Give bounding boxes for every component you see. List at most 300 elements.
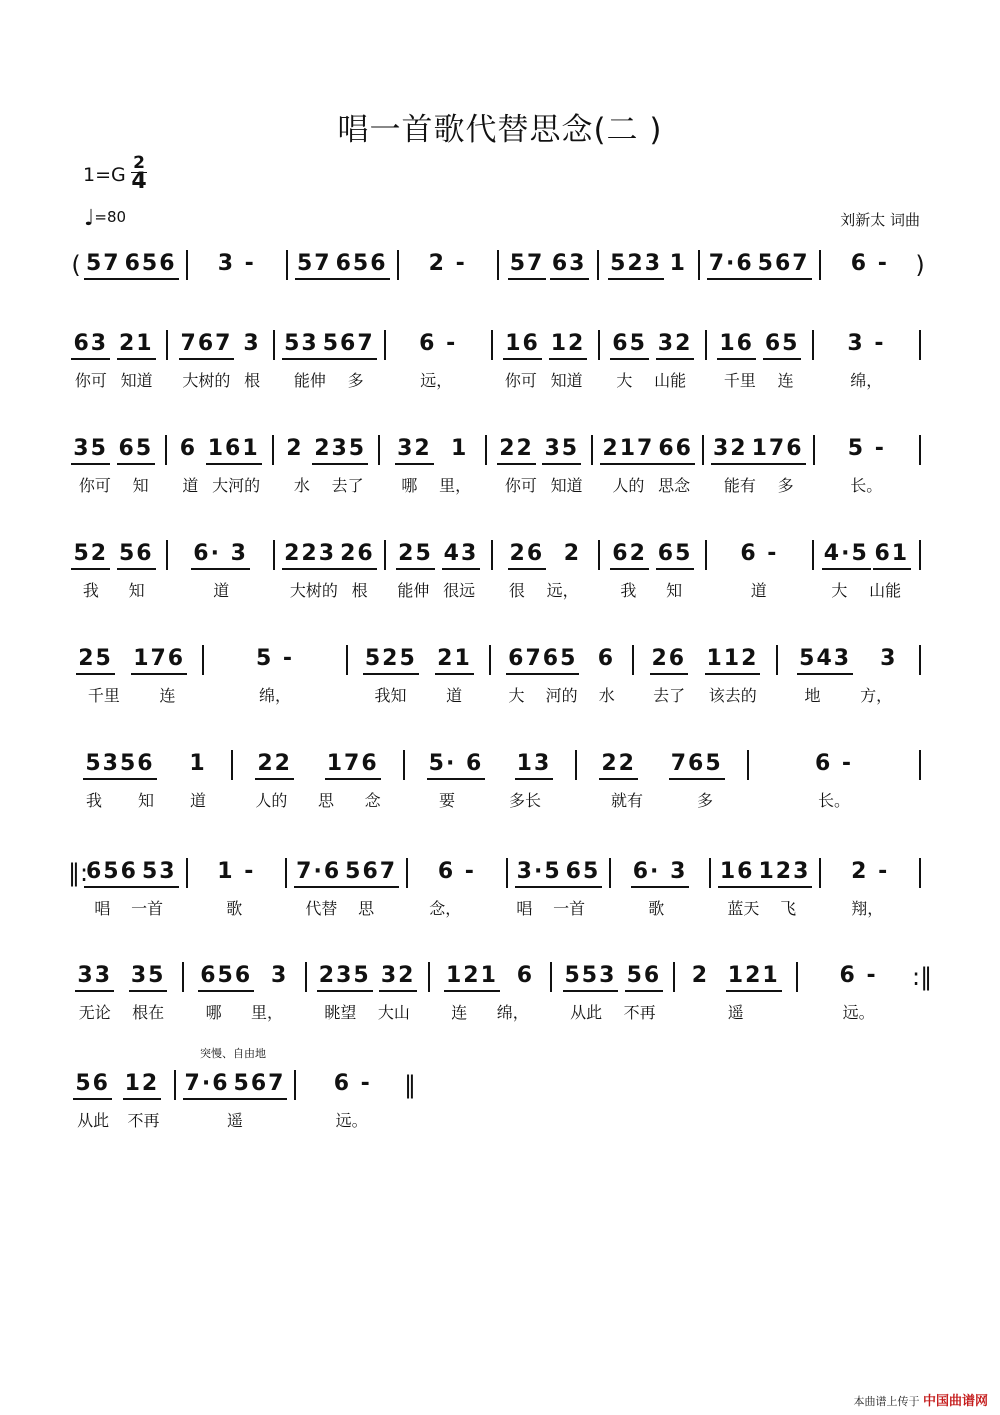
note-group: 65 [564,858,603,888]
lyric-measure [355,683,482,707]
lyric-spacer [912,473,928,497]
note-group: 52 [71,540,110,570]
note-group: 32 [395,435,434,465]
lyric-spacer [701,288,717,312]
lyric-spacer [482,473,498,497]
lyric-measure [821,578,913,602]
lyric-measure [559,1000,666,1024]
lyric-text: 该去的 [708,686,757,705]
barline [159,330,175,360]
lyric-spacer [805,473,821,497]
open-paren: ( [71,251,81,279]
lyric-spacer [912,288,928,312]
measure [294,858,399,888]
lyric-text: 千里 [87,686,120,705]
barline [812,858,828,888]
lyric-text: 能有 [723,476,756,495]
lyric-spacer [385,288,401,312]
note-group: 65 [763,330,802,360]
lyric-text: 道 [213,581,230,600]
note-group: 3 - [217,251,256,276]
barline [490,250,506,280]
lyric-text: 念 [364,791,381,810]
note-group: 217 [600,435,656,465]
lyric-text: 根 [244,371,261,390]
lyric-spacer [267,473,283,497]
barline [371,435,387,465]
lyric-text: 里， [250,1003,283,1022]
barline [265,435,281,465]
lyric-text: 你可 [78,476,111,495]
barline [602,858,618,888]
note-group: 123 [757,858,813,888]
lyric-text: 翔， [851,899,884,918]
note-group: 1 [189,751,207,776]
barline [812,250,828,280]
note-group: 22 [497,435,536,465]
lyric-text: 多 [347,371,364,390]
lyric-text: 从此 [77,1111,110,1130]
lyric-text: 哪 [401,476,418,495]
measure [282,540,377,570]
quarter-note-icon: ♩ [84,206,95,231]
lyric-text: 知道 [120,371,153,390]
barline [912,435,928,465]
lyric-text: 不再 [623,1003,656,1022]
note-group: 21 [435,645,474,675]
lyric-spacer [701,896,717,920]
lyric-measure [391,578,483,602]
lyric-measure [191,1000,298,1024]
measure [822,435,912,463]
lyric-text: 我 [620,581,637,600]
lyric-text: 道 [446,686,463,705]
lyric-spacer [160,368,176,392]
lyrics-row [68,288,928,312]
barline [789,962,805,992]
barline [666,962,682,992]
lyric-measure [498,683,625,707]
lyric-text: 飞 [780,899,797,918]
measure [68,435,158,465]
barline [484,330,500,360]
time-signature-bottom: 4 [131,169,147,194]
lyric-spacer [169,1108,185,1132]
lyric-spacer [912,683,928,707]
lyric-text: 唱 [516,899,533,918]
barline [278,858,294,888]
lyric-measure [498,473,590,497]
note-group: 33 [75,962,114,992]
notation-row [68,1070,418,1104]
lyric-measure [612,896,702,920]
note-group: 5· 6 [427,750,486,780]
measure [714,540,805,568]
page-title: 唱一首歌代替思念(二 ) [337,112,663,148]
lyric-measure [606,368,698,392]
measure [506,250,590,280]
lyric-text: 我知 [374,686,407,705]
measure [195,250,279,278]
lyric-text: 我 [85,791,102,810]
lyric-text: 大树的 [289,581,338,600]
lyric-measure [606,473,698,497]
site-logo: 中国曲谱网 [922,1394,988,1409]
measure [355,645,482,675]
measure [805,962,912,990]
lyrics-row [68,473,928,497]
barline [224,750,240,780]
note-group: 6 [516,963,535,988]
note-group: 567 [321,330,377,360]
barline [482,645,498,675]
barline [421,962,437,992]
measure [828,858,912,886]
lyric-measure [283,578,375,602]
lyric-spacer [543,1000,559,1024]
lyric-text: 多 [777,476,794,495]
measure [282,330,377,360]
lyric-spacer [375,578,391,602]
lyric-spacer [375,368,391,392]
note-group: 57 [84,250,123,280]
measure [606,250,690,280]
lyric-spacer [625,683,641,707]
lyric-spacer [385,896,401,920]
lyric-text: 很远 [443,581,476,600]
note-group: 2 [691,963,709,988]
lyric-text: 不再 [127,1111,160,1130]
lyric-text: 去了 [653,686,686,705]
lyric-spacer [912,368,928,392]
barline [698,330,714,360]
lyrics-row [68,1108,418,1132]
note-group: 6 - [740,541,779,566]
note-group: 65 [117,435,156,465]
lyric-spacer [267,578,283,602]
lyric-text: 要 [438,791,455,810]
barline [912,645,928,675]
note-group: 1 [669,251,687,276]
note-group: 65 [656,540,695,570]
lyric-spacer [805,368,821,392]
measure [68,962,175,992]
note-group: 63 [71,330,110,360]
tempo-marking [84,206,126,231]
lyric-measure [185,1108,286,1132]
lyric-measure [713,368,805,392]
lyric-spacer [807,288,823,312]
note-group: 7·6 [183,1070,232,1100]
note-group: 6 - [419,331,458,356]
lyric-spacer [912,578,928,602]
lyric-measure [240,788,396,812]
note-group: 2 [286,436,304,461]
notation-row [68,435,928,469]
measure [494,435,584,465]
measure [714,330,805,360]
lyric-text: 千里 [723,371,756,390]
note-group: 6 - [814,751,854,776]
note-group: 53 [282,330,321,360]
lyric-text: 大山 [377,1003,410,1022]
measure [195,858,279,886]
lyric-text: 地 [804,686,821,705]
note-group: 121 [726,962,782,992]
lyric-measure [68,1108,169,1132]
lyrics-row [68,683,928,707]
note-group: 223 [282,540,338,570]
note-group: 57 [295,250,334,280]
lyric-text: 知 [666,581,683,600]
lyric-measure [785,683,912,707]
barline [396,750,412,780]
lyric-text: 就有 [610,791,643,810]
notation-row [68,858,928,892]
barline [805,330,821,360]
note-group: 6 - [839,963,878,988]
lyrics-row [68,1000,928,1024]
note-group: 16 [503,330,542,360]
barline [805,540,821,570]
note-group: 176 [750,435,806,465]
lyric-text: 多长 [508,791,541,810]
note-group: 12 [549,330,588,360]
note-group: 26 [508,540,547,570]
notation-row [68,250,928,284]
lyric-text: 大 [616,371,633,390]
time-signature [131,153,147,194]
lyric-measure [68,788,224,812]
measure [821,540,912,570]
note-group: 35 [71,435,110,465]
lyric-text: 蓝天 [727,899,760,918]
repeat-start: ‖: [68,859,89,887]
note-group: 26 [650,645,689,675]
lyric-measure [84,896,174,920]
lyric-spacer [666,1000,682,1024]
note-group: 13 [515,750,554,780]
measure [756,750,912,778]
tempo-value: =80 [94,208,127,226]
lyric-text: 人的 [255,791,288,810]
lyric-measure [682,1000,789,1024]
barline [543,962,559,992]
time-signature-top: 2 [133,153,145,173]
lyric-spacer [174,896,190,920]
lyric-measure [84,288,174,312]
lyric-text: 道 [750,581,767,600]
lyric-measure [68,683,195,707]
lyric-text: 远。 [335,1111,368,1130]
measure [821,330,912,358]
lyric-spacer [697,368,713,392]
lyric-spacer [68,288,84,312]
measure [607,540,698,570]
lyric-text: 你可 [504,476,537,495]
measure [607,330,698,360]
note-group: 25 [396,540,435,570]
lyric-measure [717,896,807,920]
lyric-text: 思 [317,791,334,810]
lyric-measure [295,288,385,312]
lyric-text: 歌 [226,899,243,918]
barline [195,645,211,675]
lyric-measure [612,288,702,312]
note-group: 6 [597,646,616,671]
note-group: 6 - [850,251,889,276]
lyric-text: 道 [189,791,206,810]
measure [618,858,702,888]
lyric-spacer [697,578,713,602]
lyric-measure [641,683,768,707]
lyric-spacer [402,1108,418,1132]
lyric-text: 能伸 [397,581,430,600]
barline [499,858,515,888]
note-group: 112 [705,645,761,675]
measure [600,435,695,465]
lyric-text: 大 [508,686,525,705]
note-group: 121 [444,962,500,992]
barline [279,250,295,280]
lyric-measure [176,473,268,497]
lyric-measure [190,288,280,312]
close-paren: ) [915,251,925,279]
barline [691,250,707,280]
lyric-spacer [195,683,211,707]
measure [406,250,490,278]
barline [377,540,393,570]
note-group: 656 [84,858,140,888]
measure [412,750,568,780]
barline [568,750,584,780]
lyrics-row [68,788,928,812]
note-group: 5356 [83,750,156,780]
barline [287,1070,303,1100]
note-group: 6 [179,436,198,461]
lyric-measure [821,473,913,497]
measure [281,435,371,465]
barline [806,435,822,465]
measure [68,750,224,780]
note-group: 567 [232,1070,288,1100]
measure [707,250,812,280]
note-group: 235 [312,435,368,465]
barline [695,435,711,465]
lyric-text: 从此 [570,1003,603,1022]
measure [387,435,477,465]
lyric-spacer [568,788,584,812]
lyric-spacer [912,1000,928,1024]
lyric-measure [68,578,160,602]
notation-row [68,750,928,784]
barline [179,250,195,280]
note-group: 6· 3 [631,858,690,888]
lyric-text: 连 [451,1003,468,1022]
measure [314,962,421,992]
lyric-text: 连 [159,686,176,705]
note-group: 56 [73,1070,112,1100]
lyric-measure [391,473,483,497]
lyric-measure [301,1108,402,1132]
footer-text: 本曲谱上传于 [853,1395,920,1408]
lyric-spacer [912,788,928,812]
barline [298,962,314,992]
measure [393,330,484,358]
lyric-measure [713,473,805,497]
lyric-spacer [490,288,506,312]
note-group: 176 [325,750,381,780]
measure [174,435,264,465]
note-group: 543 [797,645,853,675]
lyric-spacer [421,1000,437,1024]
measure [68,330,159,360]
note-group: 7·6 [707,250,756,280]
lyric-text: 绵， [258,686,291,705]
note-group: 6 - [437,859,476,884]
lyric-text: 你可 [74,371,107,390]
barline [390,250,406,280]
lyric-text: 人的 [612,476,645,495]
lyric-text: 思 [358,899,375,918]
barline [912,330,928,360]
lyric-spacer [375,473,391,497]
lyric-text: 歌 [648,899,665,918]
lyric-measure [606,578,698,602]
note-group: 767 [179,330,235,360]
note-group: 16 [717,330,756,360]
note-group: 553 [563,962,619,992]
lyric-measure [821,368,913,392]
note-group: 4·5 [822,540,871,570]
lyric-text: 遥 [227,1111,244,1130]
lyric-spacer [769,683,785,707]
measure [785,645,912,675]
lyric-spacer [697,473,713,497]
lyric-spacer [590,473,606,497]
lyric-text: 远， [420,371,453,390]
lyric-text: 无论 [78,1003,111,1022]
barline [484,540,500,570]
note-group: 567 [343,858,399,888]
lyric-measure [506,896,596,920]
lyric-text: 你可 [504,371,537,390]
lyric-text: 根在 [132,1003,165,1022]
note-group: 3 [243,331,261,356]
lyric-spacer [174,288,190,312]
note-group: 35 [542,435,581,465]
measure [84,858,179,888]
measure [240,750,396,780]
barline [769,645,785,675]
lyric-spacer [160,578,176,602]
lyric-spacer [482,368,498,392]
lyric-measure [283,473,375,497]
lyric-spacer [912,896,928,920]
note-group: 53 [140,858,179,888]
lyric-measure [401,288,491,312]
lyric-measure [190,896,280,920]
lyric-spacer [590,368,606,392]
note-group: 523 [608,250,664,280]
note-group: 3 [880,646,898,671]
note-group: 43 [442,540,481,570]
note-group: 525 [363,645,419,675]
lyric-text: 一首 [553,899,586,918]
lyric-text: 去了 [331,476,364,495]
repeat-end: :‖ [912,963,933,991]
note-group: 32 [379,962,418,992]
